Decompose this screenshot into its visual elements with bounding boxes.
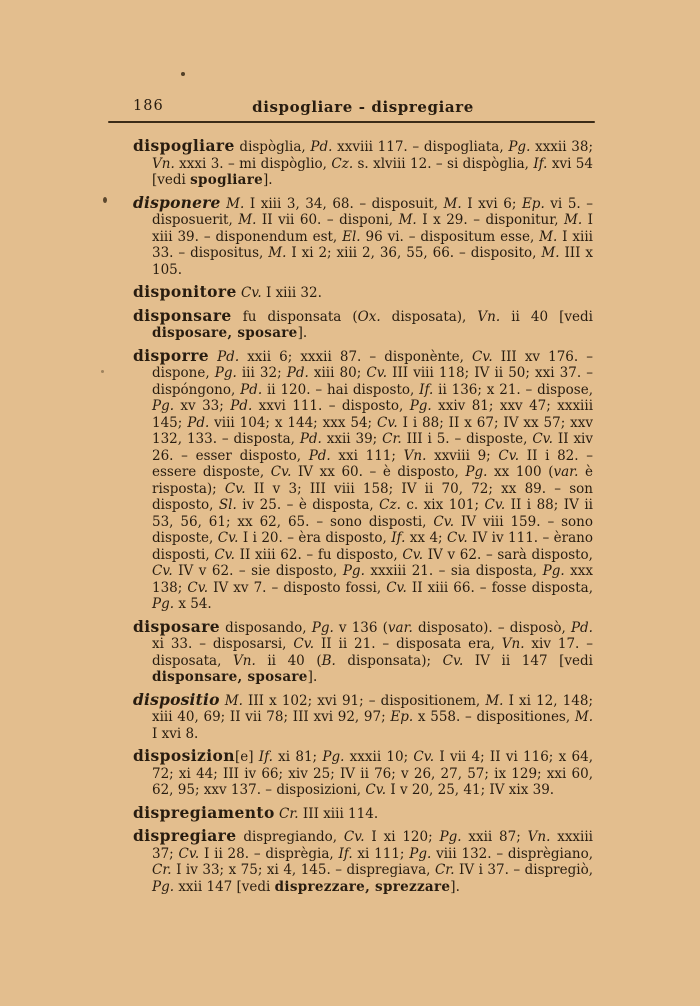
entry-text-run: xxxi 3. – mi dispòglio, xyxy=(174,155,332,172)
entry-text-run: xv 33; xyxy=(174,398,231,414)
entry-text-run: Pg. xyxy=(465,464,488,480)
entry-text-run: If. xyxy=(258,749,273,765)
entry-text-run: Cv. xyxy=(178,845,200,862)
entry-text-run: dispregiando, xyxy=(236,829,344,845)
entry-text-run: Cv. xyxy=(498,447,520,464)
entry-text-run: Cv. xyxy=(214,546,235,563)
entry-text-run: xxiv 81; xxv 47; xxxiii 145; xyxy=(152,398,594,431)
entry-text-run: iv 25. – è disposta, xyxy=(236,497,380,513)
entry-text-run: II xiv 26. – esser disposto, xyxy=(152,431,593,464)
entry-text-run: ]. xyxy=(297,325,308,341)
dictionary-entry xyxy=(133,828,593,895)
entry-text-run: IV iv 111. – èrano disposti, xyxy=(152,530,593,563)
entry-text-run: xi 81; xyxy=(272,749,323,765)
entry-text-run: Ox. xyxy=(357,308,381,325)
entry-text-run: s. xlviii 12. – si dispòglia, xyxy=(353,155,534,172)
entry-text-run: Pg. xyxy=(214,365,237,381)
ink-speck xyxy=(103,197,107,203)
entry-text-run: xxvi 111. – disposto, xyxy=(252,398,410,414)
entry-text-run: I xvi 6; xyxy=(461,195,522,212)
entry-text-run: Pd. xyxy=(299,431,322,447)
entry-text-run: xxii 39; xyxy=(321,431,383,447)
entry-text-run: III x 105. xyxy=(152,245,593,278)
entry-text-run: I xiii 33. – dispositus, xyxy=(152,228,593,261)
entry-text-run: Cv. xyxy=(293,636,315,652)
entry-text-run: disposando, xyxy=(220,619,312,636)
entry-text-run: v 136 ( xyxy=(333,619,388,636)
entry-text-run: I xi 12, 148; xiii 40, 69; II vii 78; III xvi 92, 97; xyxy=(152,692,593,725)
entry-text-run: M. xyxy=(541,245,560,261)
entry-text-run: x 558. – dispositiones, xyxy=(413,709,575,725)
entries xyxy=(133,138,593,901)
entry-text-run: Cv. xyxy=(402,546,424,563)
entry-text-run: Cr. xyxy=(274,805,299,822)
entry-text-run: xiii 80; xyxy=(308,365,367,381)
entry-text-run: xxviii 9; xyxy=(426,447,499,464)
entry-text-run: I x 29. – disponitur, xyxy=(416,212,565,228)
entry-text-run: III viii 118; IV ii 50; xxi 37. – dispóngono, xyxy=(152,365,593,398)
entry-text-run: IV viii 159. – sono disposte, xyxy=(152,513,593,546)
entry-headword: disponsare xyxy=(133,305,232,325)
entry-headword: disposare xyxy=(133,616,221,636)
entry-text-run: Pg. xyxy=(409,398,432,414)
entry-text-run: 96 vi. – dispositum esse, xyxy=(360,228,540,245)
entry-text-run: Cr. xyxy=(382,431,402,447)
entry-text-run: Cv. xyxy=(217,530,239,546)
entry-text-run: Cv. xyxy=(484,497,506,513)
entry-text-run: M. xyxy=(443,195,462,212)
entry-text-run: è risposta); xyxy=(152,464,593,497)
entry-text-run: III xiii 114. xyxy=(298,805,379,822)
entry-text-run: c. xix 101; xyxy=(400,497,485,513)
entry-text-run: Cr. xyxy=(152,862,172,878)
entry-text-run: I xvi 8. xyxy=(152,725,199,742)
entry-headword: dispregiamento xyxy=(133,802,275,822)
entry-text-run: Pg. xyxy=(342,563,365,579)
entry-text-run: xvi 54 [vedi xyxy=(152,155,593,188)
entry-text-run: xxviii 117. – dispogliata, xyxy=(332,139,509,155)
entry-text-run: xxii 6; xxxii 87. – disponènte, xyxy=(239,348,473,365)
entry-text-run: [e] xyxy=(234,749,259,765)
ink-speck xyxy=(101,370,104,373)
entry-text-run: III x 102; xvi 91; – dispositionem, xyxy=(242,692,486,709)
entry-text-run: Pd. xyxy=(240,381,263,398)
running-head-wrap xyxy=(133,97,593,116)
entry-text-run: I xiii 3, 34, 68. – disposuit, xyxy=(244,195,444,212)
entry-text-run: Pg. xyxy=(409,845,432,862)
entry-text-run: I xi 2; xiii 2, 36, 55, 66. – disposito, xyxy=(286,245,542,261)
entry-text-run: I i 88; II x 67; IV xx 57; xxv 132, 133. – disposta, xyxy=(152,414,594,447)
entry-text-run: xxxii 38; xyxy=(530,139,593,155)
entry-text-run: ]. xyxy=(307,669,318,685)
entry-text-run: II i 88; IV ii 53, 56, 61; xx 62, 65. – sono disposti, xyxy=(152,497,593,530)
entry-headword: disporre xyxy=(133,345,210,365)
entry-text-run: IV v 62. – sie disposto, xyxy=(172,563,343,579)
entry-text-run: Pd. xyxy=(310,139,333,155)
entry-text-run: I i 20. – èra disposto, xyxy=(238,530,392,546)
running-head-title: dispogliare - dispregiare xyxy=(252,98,474,116)
entry-text-run: M. xyxy=(238,212,257,228)
dictionary-entry xyxy=(133,284,593,302)
entry-text-run: Sl. xyxy=(218,497,237,513)
entry-text-run: III xv 176. – dispone, xyxy=(152,348,593,381)
entry-headword: dispogliare xyxy=(133,136,235,155)
entry-text-run: vi 5. – disposuerit, xyxy=(152,195,594,228)
entry-text-run: ii 40 ( xyxy=(255,652,322,669)
entry-text-run: viii 132. – disprègiano, xyxy=(431,845,593,862)
entry-text-run: Pg. xyxy=(152,398,175,414)
entry-text-run: disponsata); xyxy=(335,652,443,669)
entry-text-run: xxii 87; xyxy=(461,829,528,845)
dictionary-entry xyxy=(133,616,593,686)
dictionary-entry xyxy=(133,689,593,743)
entry-text-run: II i 82. – essere disposte, xyxy=(152,447,593,480)
entry-text-run: Vn. xyxy=(152,155,175,172)
entry-text-run: Cv. xyxy=(413,749,435,765)
entry-text-run: Cr. xyxy=(434,862,455,878)
entry-text-run: If. xyxy=(391,530,406,546)
entry-text-run: Cz. xyxy=(331,155,354,172)
dictionary-entry xyxy=(133,192,594,279)
entry-text-run: M. xyxy=(539,228,558,245)
entry-text-run: xi 33. – disposarsi, xyxy=(152,636,294,652)
entry-text-run: I xiii 32. xyxy=(261,285,322,301)
entry-text-run: III i 5. – disposte, xyxy=(401,431,533,447)
entry-text-run: xx 100 ( xyxy=(487,464,554,480)
entry-text-run: If. xyxy=(419,381,434,398)
entry-text-run: Cv. xyxy=(343,829,365,845)
entry-text-run: Pg. xyxy=(311,619,334,636)
entry-text-run: var. xyxy=(387,619,413,636)
entry-text-run: ii 120. – hai disposto, xyxy=(262,381,420,398)
entry-text-run: I vii 4; II vi 116; x 64, 72; xi 44; III iv 66; xiv 25; IV ii 76; v 26, 27, 57; ix 129; xxi 60, 62, 95; xxv 137. – disposizioni, xyxy=(152,749,593,798)
dictionary-entry xyxy=(133,345,594,613)
entry-text-run: disposata), xyxy=(380,308,478,325)
entry-text-run: Pd. xyxy=(187,414,210,431)
entry-text-run: Pd. xyxy=(570,619,593,636)
entry-text-run: dispòglia, xyxy=(234,139,311,155)
entry-text-run: Cv. xyxy=(442,652,464,669)
entry-text-run: M. xyxy=(574,709,593,725)
entry-text-run: Pg. xyxy=(152,878,175,895)
entry-headword: dispositio xyxy=(133,689,220,709)
entry-text-run: I v 20, 25, 41; IV xix 39. xyxy=(386,782,555,798)
entry-text-run: xxxiii 21. – sia disposta, xyxy=(364,563,543,579)
entry-text-run: Vn. xyxy=(403,447,427,464)
header-rule xyxy=(108,121,595,123)
entry-text-run: Pg. xyxy=(508,139,531,155)
entry-text-run: Pg. xyxy=(322,749,345,765)
entry-text-run: Ep. xyxy=(390,709,414,725)
entry-text-run: x 54. xyxy=(174,596,212,612)
entry-text-run: M. xyxy=(220,195,245,212)
entry-text-run: IV ii 147 [vedi xyxy=(463,652,593,669)
entry-headword: disponere xyxy=(133,192,221,212)
entry-text-run: xxxiii 37; xyxy=(152,829,594,862)
entry-text-run: I iv 33; x 75; xi 4, 145. – dispregiava, xyxy=(171,862,435,878)
entry-text-run: II xiii 66. – fosse disposta, xyxy=(406,579,594,596)
entry-text-run: Cv. xyxy=(447,530,468,546)
entry-headword: dispregiare xyxy=(133,826,237,845)
entry-text-run: I xi 120; xyxy=(364,829,440,845)
entry-text-run: Cz. xyxy=(379,497,401,513)
entry-text-run: xxii 147 [vedi xyxy=(174,878,275,895)
entry-text-run: xx 4; xyxy=(405,530,448,546)
entry-text-run: El. xyxy=(342,228,361,245)
entry-text-run: IV v 62. – sarà disposto, xyxy=(423,546,593,563)
entry-text-run: Pd. xyxy=(209,348,240,365)
entry-text-run: Cv. xyxy=(187,579,209,596)
entry-text-run: Vn. xyxy=(233,652,256,669)
entry-text-run: var. xyxy=(553,464,579,480)
entry-text-run: spogliare xyxy=(190,172,264,188)
entry-text-run: Cv. xyxy=(365,782,387,798)
entry-text-run: Ep. xyxy=(521,195,545,212)
entry-text-run: xi 111; xyxy=(352,845,410,862)
entry-text-run: B. xyxy=(321,652,336,669)
entry-text-run: disposare, sposare xyxy=(152,325,298,341)
entry-text-run: Cv. xyxy=(152,563,173,579)
entry-text-run: Cv. xyxy=(532,431,553,447)
dictionary-entry xyxy=(133,748,593,799)
entry-text-run: I ii 28. – disprègia, xyxy=(199,845,339,862)
entry-text-run: Cv. xyxy=(224,480,246,497)
entry-text-run: M. xyxy=(219,692,243,709)
dictionary-entry xyxy=(133,802,593,823)
entry-text-run: I xiii 39. – disponendum est, xyxy=(152,212,594,245)
entry-text-run: xxi 111; xyxy=(330,447,404,464)
dictionary-entry xyxy=(133,305,594,342)
entry-text-run: Cv. xyxy=(377,414,398,431)
entry-text-run: xxx 138; xyxy=(152,563,593,596)
entry-text-run: xiv 17. – disposata, xyxy=(152,636,593,669)
entry-text-run: fu disponsata ( xyxy=(231,308,358,325)
entry-text-run: ii 136; x 21. – dispose, xyxy=(433,381,594,398)
entry-text-run: Pd. xyxy=(286,365,309,381)
entry-text-run: Cv. xyxy=(270,464,292,480)
entry-text-run: Cv. xyxy=(472,348,493,365)
entry-text-run: disponsare, sposare xyxy=(152,669,308,685)
entry-text-run: Pd. xyxy=(230,398,253,414)
entry-text-run: II ii 21. – disposata era, xyxy=(314,636,502,652)
entry-text-run: Pd. xyxy=(308,447,331,464)
entry-text-run: ii 40 [vedi xyxy=(500,308,594,325)
entry-text-run: Cv. xyxy=(433,513,455,530)
entry-text-run: M. xyxy=(485,692,504,709)
page-number: 186 xyxy=(133,98,164,114)
entry-text-run: M. xyxy=(564,212,583,228)
entry-headword: disponitore xyxy=(133,282,237,301)
entry-text-run: Pg. xyxy=(439,829,462,845)
dictionary-entry xyxy=(133,138,593,189)
entry-text-run: Cv. xyxy=(236,285,262,301)
entry-text-run: Cv. xyxy=(366,365,388,381)
entry-text-run: II v 3; III viii 158; IV ii 70, 72; xx 89. – son disposto, xyxy=(152,480,593,513)
entry-text-run: iii 32; xyxy=(236,365,287,381)
entry-text-run: Vn. xyxy=(477,308,501,325)
entry-text-run: Pg. xyxy=(152,596,175,612)
entry-text-run: ]. xyxy=(450,878,460,895)
entry-text-run: Vn. xyxy=(501,636,525,652)
entry-text-run: II vii 60. – disponi, xyxy=(256,212,399,228)
entry-text-run: Pg. xyxy=(542,563,565,579)
entry-text-run: viii 104; x 144; xxx 54; xyxy=(209,414,378,431)
entry-text-run: IV xv 7. – disposto fossi, xyxy=(208,579,387,596)
entry-text-run: M. xyxy=(268,245,287,261)
entry-text-run: disposato). – disposò, xyxy=(412,619,571,636)
entry-text-run: If. xyxy=(533,155,548,172)
entry-text-run: IV xx 60. – è disposto, xyxy=(291,464,466,480)
entry-text-run: IV i 37. – dispregiò, xyxy=(454,862,593,878)
entry-text-run: Vn. xyxy=(527,829,551,845)
entry-text-run: Cv. xyxy=(386,579,407,596)
entry-text-run: disprezzare, sprezzare xyxy=(274,878,451,895)
entry-text-run: ]. xyxy=(263,172,273,188)
entry-text-run: xxxii 10; xyxy=(344,749,414,765)
ink-speck xyxy=(181,72,185,76)
entry-headword: disposizion xyxy=(133,746,235,765)
entry-text-run: M. xyxy=(398,212,417,228)
entry-text-run: If. xyxy=(338,845,353,862)
entry-text-run: II xiii 62. – fu disposto, xyxy=(234,546,403,563)
